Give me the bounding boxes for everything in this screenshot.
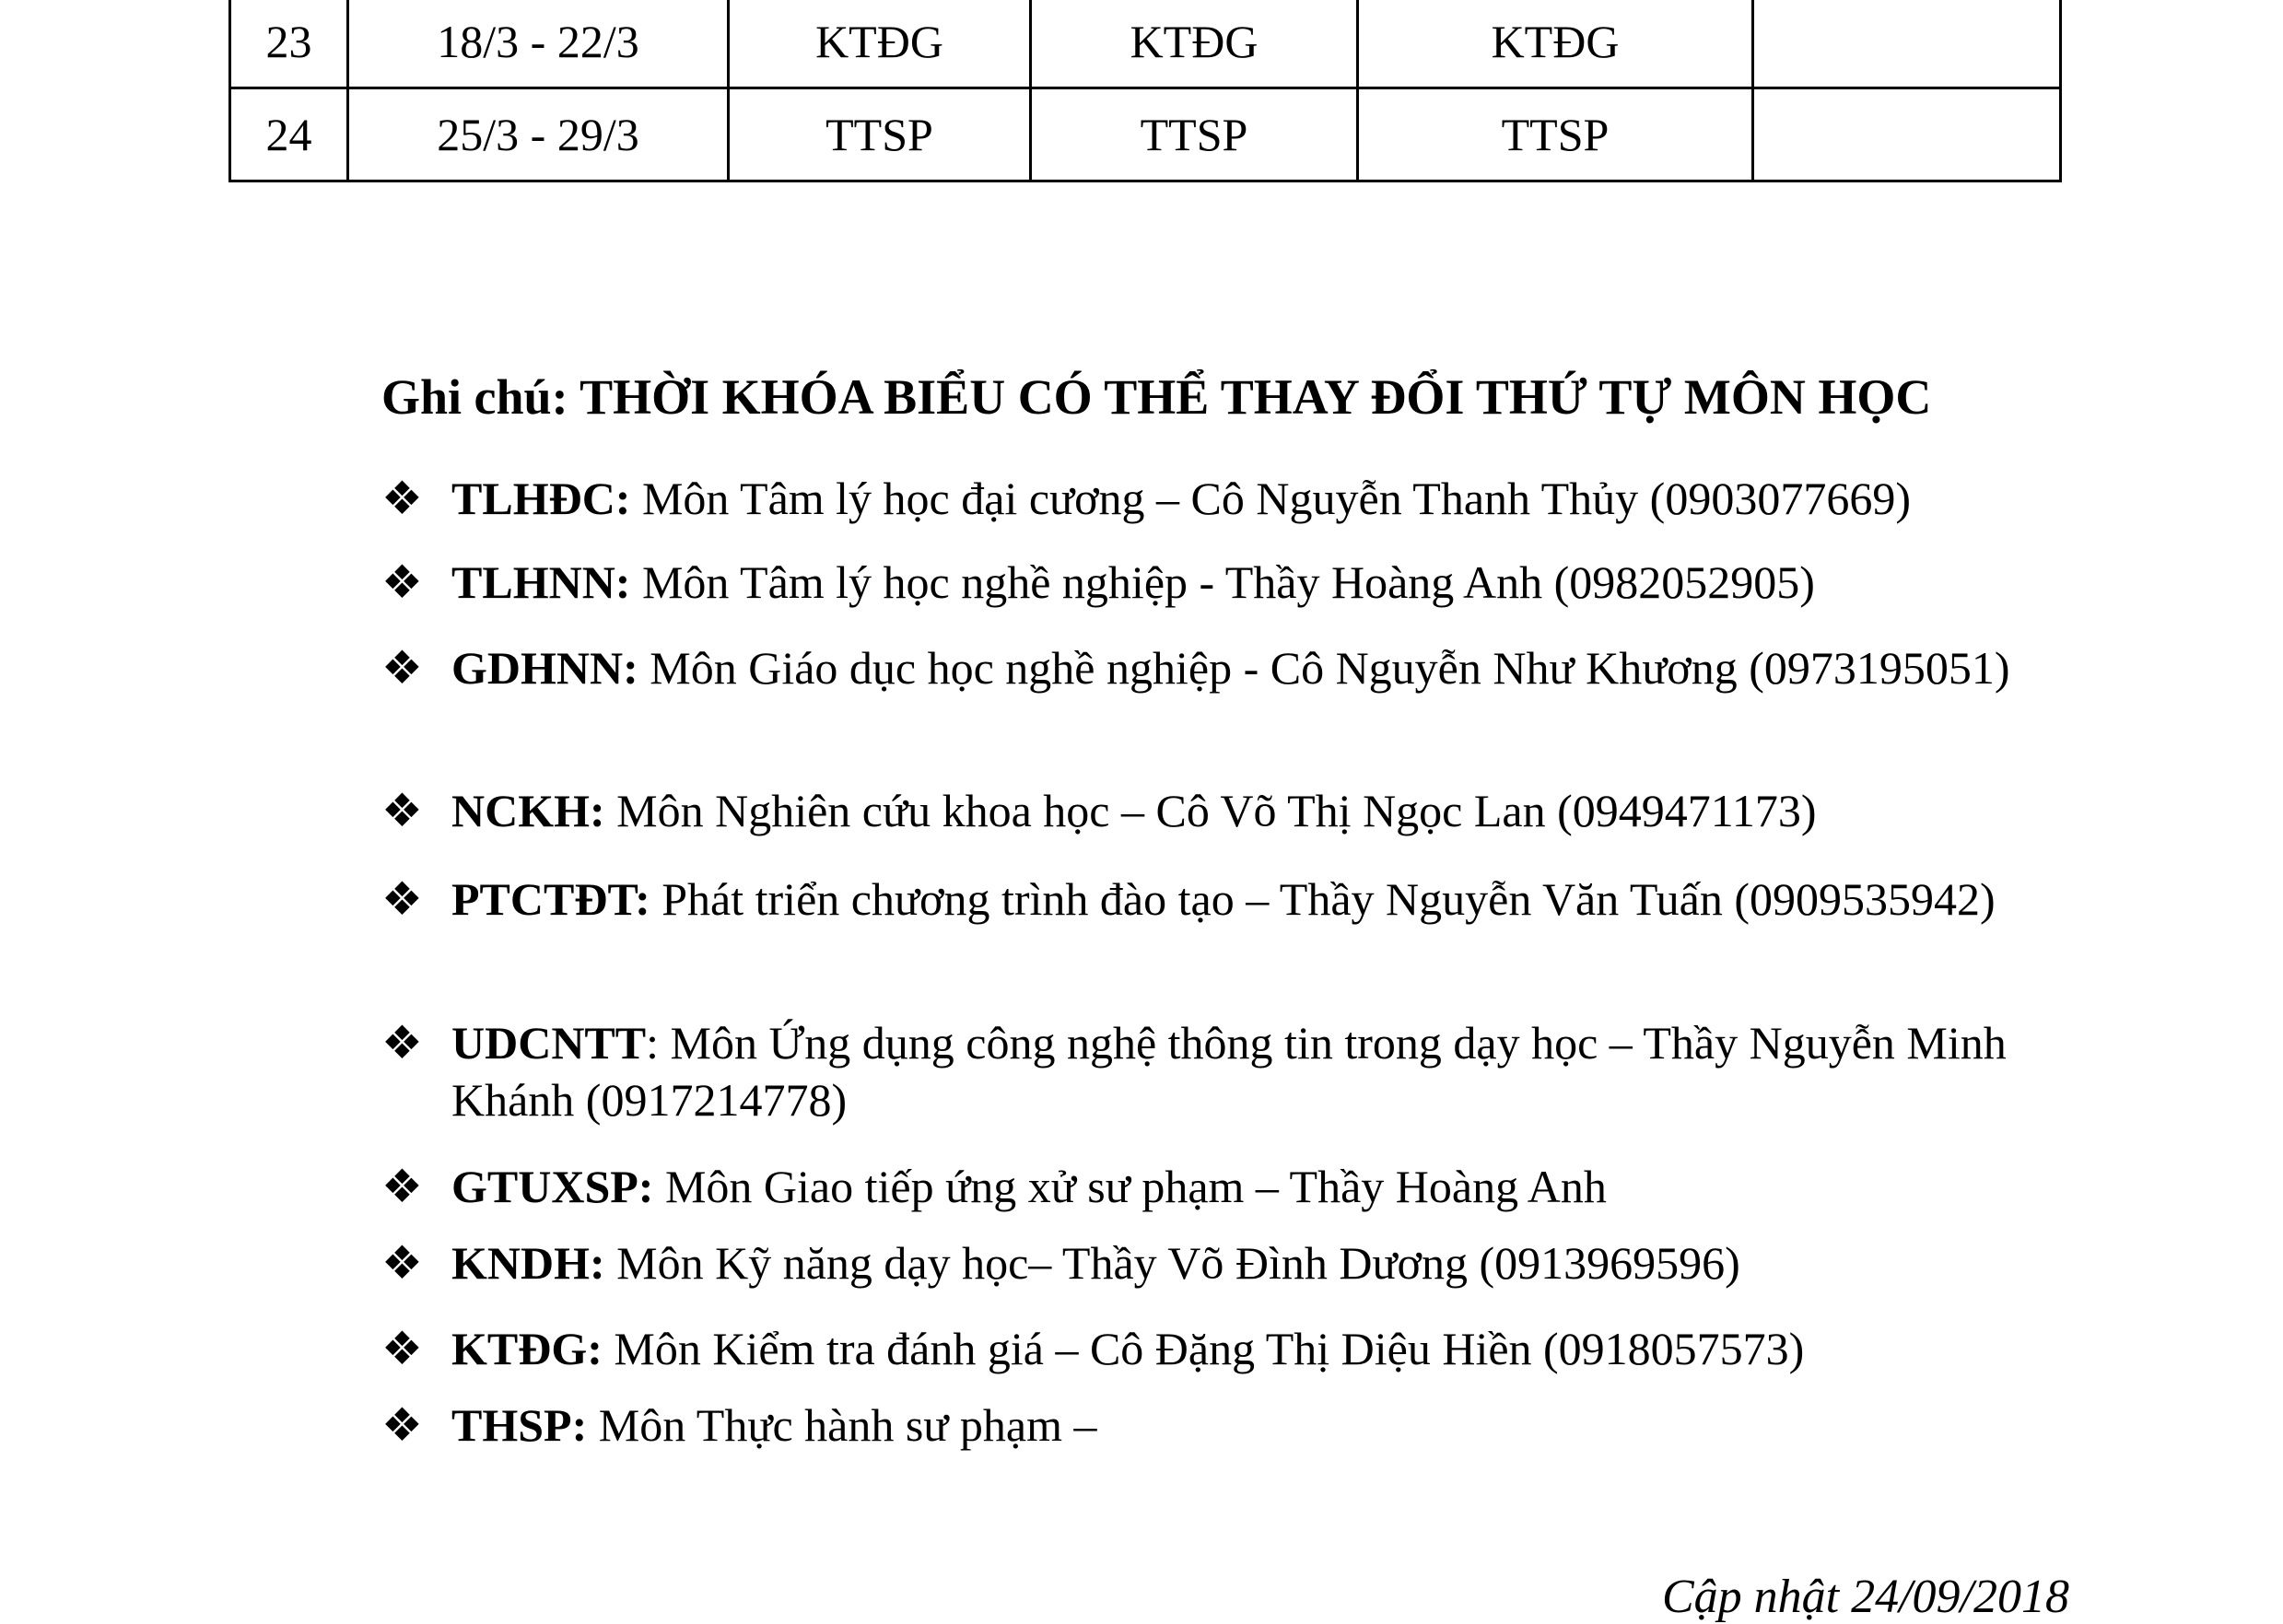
note-item-tlhdc: [381, 470, 2077, 527]
note-text: Môn Thực hành sư phạm –: [587, 1399, 1097, 1451]
diamond-bullet-icon: ❖: [381, 1161, 423, 1212]
note-text: Môn Giao tiếp ứng xử sư phạm – Thầy Hoàng Anh: [653, 1161, 1607, 1212]
diamond-bullet-icon: ❖: [381, 1399, 423, 1451]
note-text: Môn Kỹ năng dạy học– Thầy Võ Đình Dương (0913969596): [604, 1237, 1740, 1289]
note-item-ktdg: [381, 1320, 2077, 1377]
note-abbr: NCKH:: [451, 785, 605, 836]
dates-cell: 25/3 - 29/3: [348, 88, 729, 181]
note-item-thsp: [381, 1396, 2077, 1454]
note-item-kndh: [381, 1234, 2077, 1291]
week-cell: 24: [230, 88, 348, 181]
note-abbr: TLHĐC:: [451, 473, 631, 524]
note-item-udcntt: [381, 1014, 2077, 1128]
subject-cell: KTĐG: [729, 0, 1031, 88]
notes-title: Ghi chú: THỜI KHÓA BIỂU CÓ THỂ THAY ĐỔI THỨ TỰ MÔN HỌC: [381, 369, 1932, 425]
note-abbr: UDCNTT: [451, 1017, 647, 1069]
note-item-gdhnn: [381, 639, 2077, 696]
dates-cell: 18/3 - 22/3: [348, 0, 729, 88]
diamond-bullet-icon: ❖: [381, 556, 423, 608]
subject-cell: TTSP: [729, 88, 1031, 181]
note-text: Môn Tâm lý học đại cương – Cô Nguyễn Thanh Thủy (0903077669): [630, 473, 1911, 524]
diamond-bullet-icon: ❖: [381, 473, 423, 524]
note-text: Môn Giáo dục học nghề nghiệp - Cô Nguyễn Như Khương (0973195051): [638, 642, 2010, 694]
note-text: Phát triển chương trình đào tạo – Thầy Nguyễn Văn Tuấn (0909535942): [650, 873, 1996, 925]
note-abbr: KTĐG:: [451, 1323, 603, 1374]
note-item-gtuxsp: [381, 1158, 2077, 1215]
note-abbr: GDHNN:: [451, 642, 638, 694]
subject-cell: TTSP: [1031, 88, 1358, 181]
note-item-ptctdt: [381, 870, 2077, 928]
empty-cell: [1753, 0, 2061, 88]
table-row: [230, 0, 2061, 88]
note-item-nckh: [381, 782, 2077, 839]
empty-cell: [1753, 88, 2061, 181]
note-abbr: KNDH:: [451, 1237, 605, 1289]
subject-cell: TTSP: [1358, 88, 1753, 181]
diamond-bullet-icon: ❖: [381, 785, 423, 836]
diamond-bullet-icon: ❖: [381, 1237, 423, 1289]
diamond-bullet-icon: ❖: [381, 1017, 423, 1069]
note-text: Môn Tâm lý học nghề nghiệp - Thầy Hoàng Anh (0982052905): [630, 556, 1815, 608]
note-abbr: PTCTĐT:: [451, 873, 650, 925]
diamond-bullet-icon: ❖: [381, 642, 423, 694]
note-abbr: TLHNN:: [451, 556, 631, 608]
note-text: : Môn Ứng dụng công nghệ thông tin trong dạy học – Thầy Nguyễn Minh Khánh (0917214778): [451, 1017, 2007, 1126]
diamond-bullet-icon: ❖: [381, 1323, 423, 1374]
week-cell: 23: [230, 0, 348, 88]
table-row: [230, 88, 2061, 181]
update-stamp: Cập nhật 24/09/2018: [1661, 1571, 2069, 1623]
note-text: Môn Kiểm tra đánh giá – Cô Đặng Thị Diệu Hiền (0918057573): [602, 1323, 1805, 1374]
schedule-table: [228, 0, 2062, 182]
note-abbr: GTUXSP:: [451, 1161, 654, 1212]
note-text: Môn Nghiên cứu khoa học – Cô Võ Thị Ngọc Lan (0949471173): [604, 785, 1817, 836]
subject-cell: KTĐG: [1031, 0, 1358, 88]
diamond-bullet-icon: ❖: [381, 873, 423, 925]
note-abbr: THSP:: [451, 1399, 588, 1451]
note-item-tlhnn: [381, 554, 2077, 611]
subject-cell: KTĐG: [1358, 0, 1753, 88]
